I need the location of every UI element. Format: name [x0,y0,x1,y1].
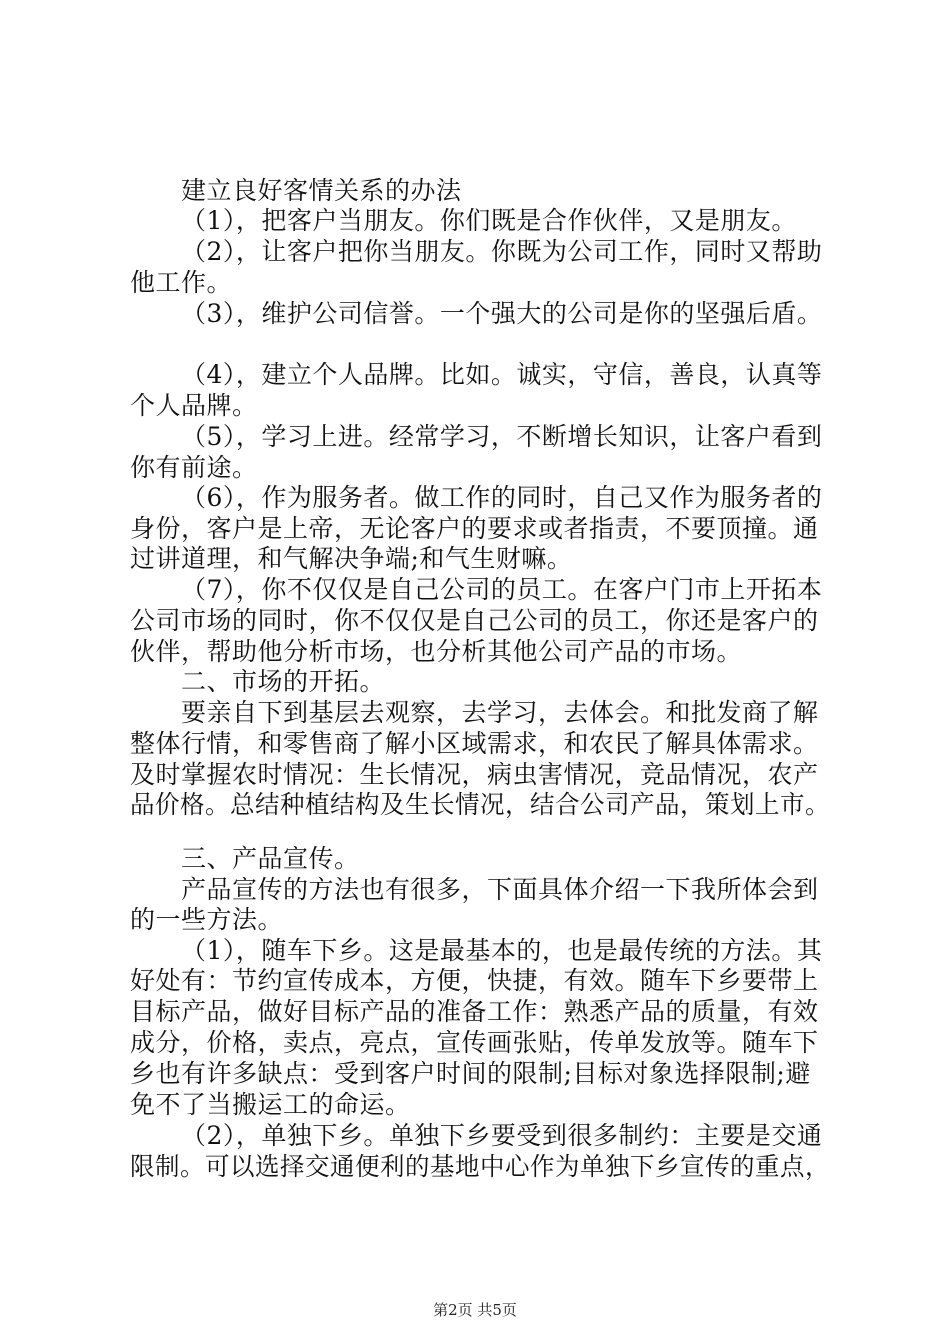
paragraph-line: （7），你不仅仅是自己公司的员工。在客户门市上开拓本 [181,575,823,604]
paragraph-line: （6），作为服务者。做工作的同时，自己又作为服务者的 [181,483,823,512]
page-number-footer: 第2页 共5页 [433,1301,517,1319]
paragraph-line: （4），建立个人品牌。比如。诚实，守信，善良，认真等 [181,360,823,389]
paragraph-line: 过讲道理，和气解决争端;和气生财嘛。 [130,544,573,573]
paragraph-line: 好处有：节约宣传成本，方便，快捷，有效。随车下乡要带上 [130,966,819,995]
section-heading: 二、市场的开拓。 [181,667,386,696]
paragraph-line: 身份，客户是上帝，无论客户的要求或者指责，不要顶撞。通 [130,514,819,543]
paragraph-line: 个人品牌。 [130,391,258,420]
section-heading: 建立良好客情关系的办法 [181,176,462,205]
paragraph-line: （1），把客户当朋友。你们既是合作伙伴，又是朋友。 [181,206,797,235]
paragraph-line: 整体行情，和零售商了解小区域需求，和农民了解具体需求。 [130,729,819,758]
paragraph-line: （2），单独下乡。单独下乡要受到很多制约：主要是交通 [181,1121,823,1150]
paragraph-line: 伙伴，帮助他分析市场，也分析其他公司产品的市场。 [130,637,743,666]
paragraph-line: 限制。可以选择交通便利的基地中心作为单独下乡宣传的重点， [130,1152,831,1181]
paragraph-line: （1），随车下乡。这是最基本的，也是最传统的方法。其 [181,936,823,965]
paragraph-line: 及时掌握农时情况：生长情况，病虫害情况，竞品情况，农产 [130,760,819,789]
paragraph-line: 产品宣传的方法也有很多，下面具体介绍一下我所体会到 [181,875,819,904]
paragraph-line: 你有前途。 [130,453,258,482]
paragraph-line: 的一些方法。 [130,905,284,934]
paragraph-line: 要亲自下到基层去观察，去学习，去体会。和批发商了解 [181,698,819,727]
paragraph-line: 公司市场的同时，你不仅仅是自己公司的员工，你还是客户的 [130,606,819,635]
section-heading: 三、产品宣传。 [181,844,360,873]
paragraph-line: （2），让客户把你当朋友。你既为公司工作，同时又帮助 [181,237,823,266]
paragraph-line: 乡也有许多缺点：受到客户时间的限制;目标对象选择限制;避 [130,1059,811,1088]
paragraph-line: 品价格。总结种植结构及生长情况，结合公司产品，策划上市。 [130,790,831,819]
paragraph-line: 成分，价格，卖点，亮点，宣传画张贴，传单发放等。随车下 [130,1028,819,1057]
paragraph-line: （3），维护公司信誉。一个强大的公司是你的坚强后盾。 [181,299,823,328]
paragraph-line: 他工作。 [130,268,233,297]
paragraph-line: 免不了当搬运工的命运。 [130,1090,411,1119]
paragraph-line: （5），学习上进。经常学习，不断增长知识，让客户看到 [181,422,823,451]
paragraph-line: 目标产品，做好目标产品的准备工作：熟悉产品的质量，有效 [130,997,819,1026]
